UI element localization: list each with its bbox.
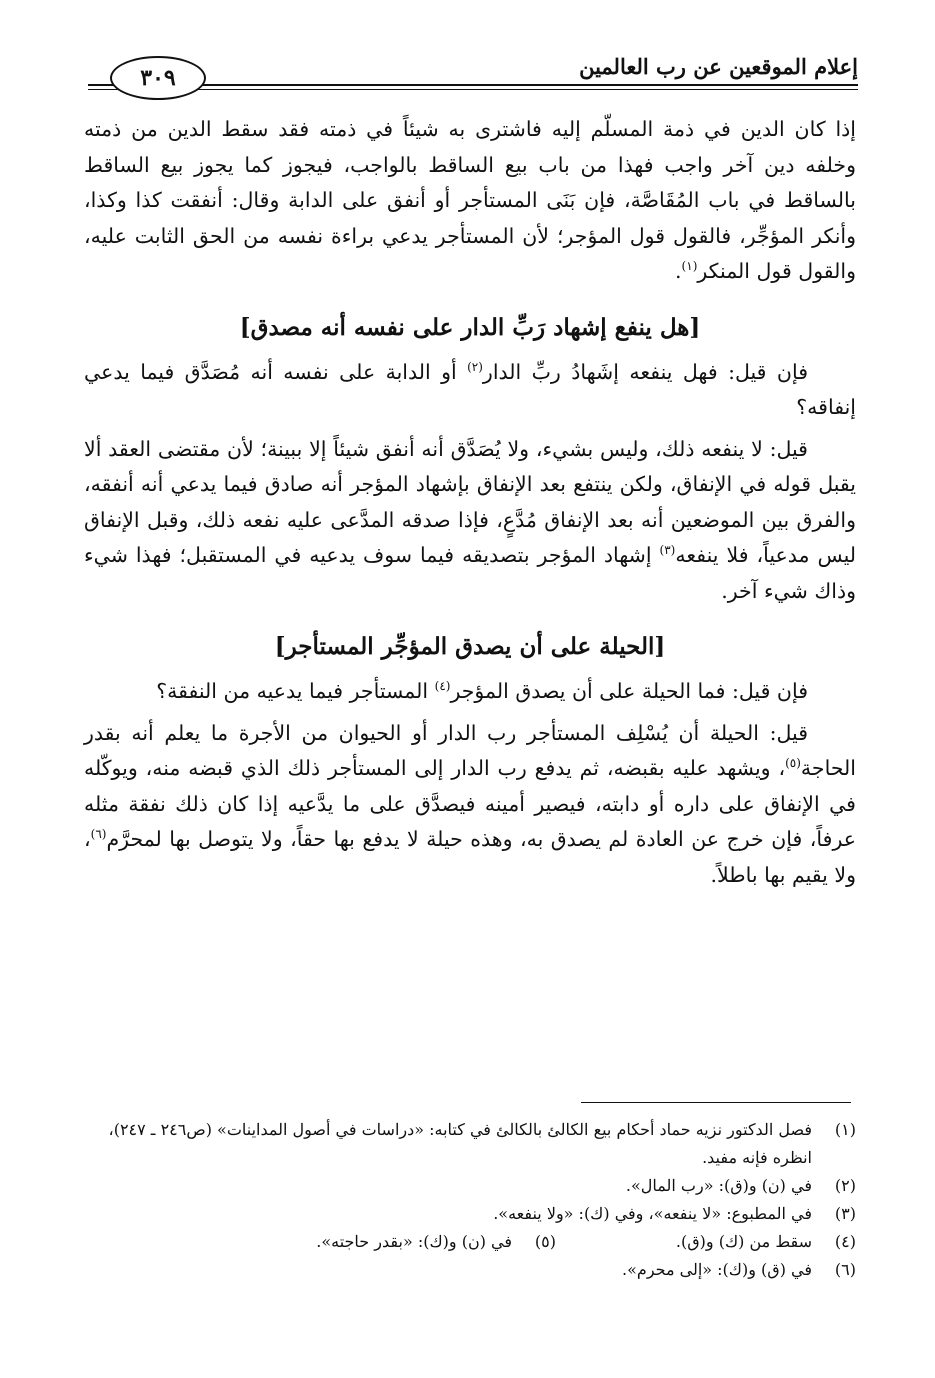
footnote-3: [84, 1200, 856, 1228]
footnote-number: (٥): [534, 1232, 556, 1251]
paragraph-4: [84, 674, 856, 710]
page-number-text: ٣٠٩: [140, 65, 176, 91]
paragraph-1: [84, 112, 856, 290]
footnote-number: (٣): [834, 1204, 856, 1223]
paragraph-1-end: .: [675, 259, 682, 283]
footnote-text: في (ن) و(ك): «بقدر حاجته».: [316, 1232, 512, 1251]
book-title: إعلام الموقعين عن رب العالمين: [579, 54, 858, 79]
main-text: [84, 112, 856, 893]
running-header: [88, 48, 858, 96]
paragraph-1-text: إذا كان الدين في ذمة المسلّم إليه فاشترى به شيئاً في ذمته فقد سقط الدين من ذمته وخلفه دين آخر واجب فهذا من باب بيع الساقط بالواجب، فيجوز كما يجوز بيع الساقط بالساقط في باب المُقَاصَّة، فإن بَنَى المستأجر أو أنفق على الدابة وقال: أنفقت كذا وكذا، وأنكر المؤجِّر، فالقول قول المؤجر؛ لأن المستأجر يدعي براءة نفسه من الحق الثابت عليه، والقول قول المنكر: [84, 117, 856, 283]
footnote-ref-6: (٦): [90, 827, 107, 842]
section-heading-2: [الحيلة على أن يصدق المؤجِّر المستأجر]: [274, 633, 666, 660]
footnote-text: في (ن) و(ق): «رب المال».: [625, 1176, 812, 1195]
footnote-5: [256, 1228, 556, 1256]
page-number: [110, 56, 206, 100]
paragraph-5: [84, 716, 856, 894]
paragraph-5-text-a: قيل: الحيلة أن يُسْلِف المستأجر رب الدار أو الحيوان من الأجرة ما يعلم أنه بقدر الحاجة: [84, 720, 856, 780]
footnote-2: [84, 1172, 856, 1200]
paragraph-5-text-c: ، ولا يقيم بها باطلاً.: [84, 827, 856, 887]
footnote-text: في المطبوع: «لا ينفعه»، وفي (ك): «ولا ينفعه».: [493, 1204, 812, 1223]
footnote-ref-1: (١): [681, 259, 698, 274]
paragraph-2-text-a: فإن قيل: فهل ينفعه إشَهادُ ربِّ الدار: [482, 359, 808, 384]
footnote-number: (٤): [834, 1232, 856, 1251]
footnote-ref-2: (٢): [467, 359, 483, 374]
paragraph-3-text-b: إشهاد المؤجر بتصديقه فيما سوف يدعيه في المستقبل؛ فهذا شيء وذاك شيء آخر.: [84, 543, 856, 603]
footnote-number: (٢): [834, 1176, 856, 1195]
footnote-number: (١): [834, 1120, 856, 1139]
paragraph-5-text-b: ، ويشهد عليه بقبضه، ثم يدفع رب الدار إلى المستأجر ذلك الذي قبضه منه، ويوكّله في الإنفاق على داره أو دابته، فيصير أمينه فيصدَّق على ما يدَّعيه إذا كان ذلك نفقة مثله عرفاً، فإن خرج عن العادة لم يصدق به، وهذه حيلة لا يدفع بها حقاً، ولا يتوصل بها لمحرَّم: [84, 756, 856, 851]
paragraph-3: [84, 432, 856, 610]
footnote-ref-4: (٤): [434, 679, 451, 694]
section-heading-1: [هل ينفع إشهاد رَبِّ الدار على نفسه أنه مصدق]: [239, 313, 701, 341]
footnotes: [84, 1116, 856, 1284]
footnote-text: سقط من (ك) و(ق).: [675, 1232, 812, 1251]
paragraph-4-text-b: المستأجر فيما يدعيه من النفقة؟: [156, 679, 435, 703]
footnote-number: (٦): [834, 1260, 856, 1279]
paragraph-3-text-a: قيل: لا ينفعه ذلك، وليس بشيء، ولا يُصَدَّق أنه أنفق شيئاً إلا ببينة؛ لأن مقتضى العقد ألا يقبل قوله في الإنفاق، ولكن ينتفع بعد الإنفاق بإشهاد المؤجر أنه صادق فيما يدعي أنه أنفقه، والفرق بين الموضعين أنه بعد الإنفاق مُدَّعٍ، فإذا صدقه المدَّعى عليه نفعه ذلك، وقبل الإنفاق ليس مدعياً، فلا ينفعه: [84, 436, 857, 567]
footnote-row-4-5: [84, 1228, 856, 1256]
footnote-text: فصل الدكتور نزيه حماد أحكام بيع الكالئ بالكالئ في كتابه: «دراسات في أصول المداينات» (ص٢٤٦ ـ ٢٤٧)، انظره فإنه مفيد.: [108, 1120, 812, 1167]
footnote-1: [84, 1116, 856, 1172]
footnote-ref-3: (٣): [659, 543, 676, 558]
footnote-6: [84, 1256, 856, 1284]
footnote-ref-5: (٥): [785, 756, 801, 771]
footnote-4: [556, 1228, 856, 1256]
footnote-separator: [581, 1102, 851, 1103]
paragraph-4-text-a: فإن قيل: فما الحيلة على أن يصدق المؤجر: [450, 679, 808, 703]
footnote-text: في (ق) و(ك): «إلى محرم».: [622, 1260, 812, 1279]
paragraph-2: [84, 355, 856, 426]
paragraph-2-text-b: أو الدابة على نفسه أنه مُصَدَّق فيما يدعي إنفاقه؟: [84, 359, 856, 419]
